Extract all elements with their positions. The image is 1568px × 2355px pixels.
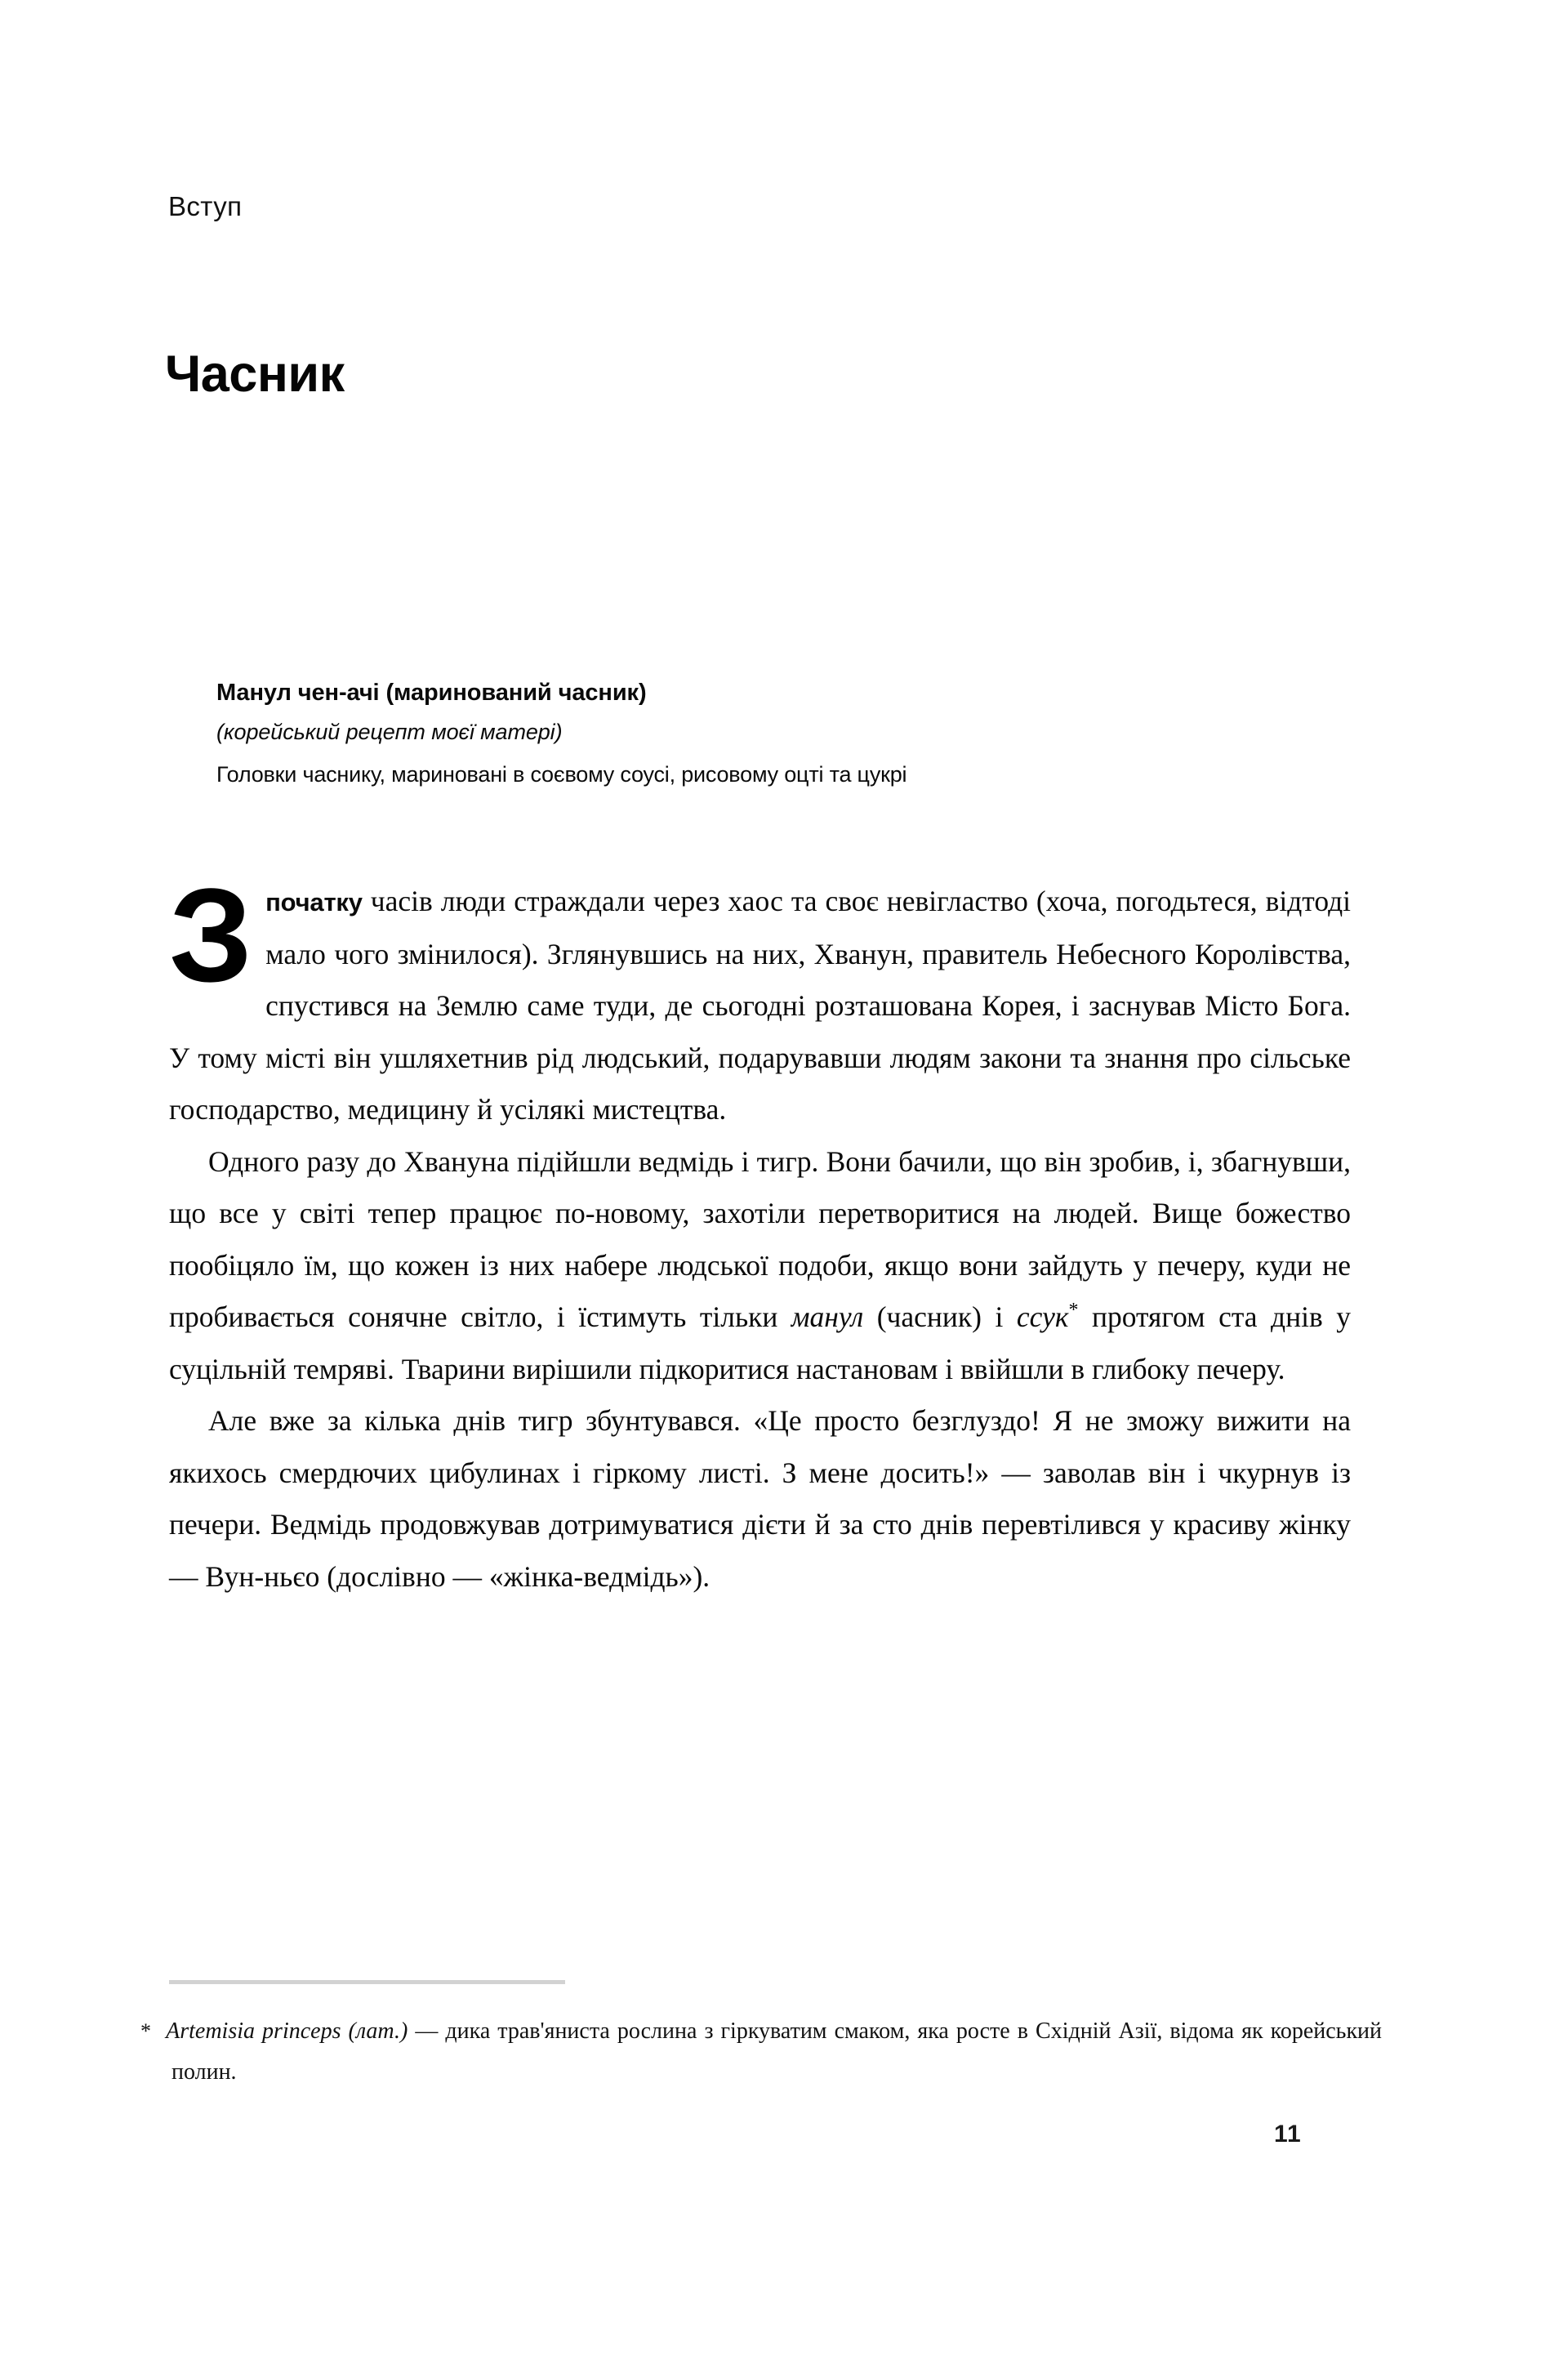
recipe-origin: (корейський рецепт моєї матері) (216, 720, 563, 745)
footnote (140, 2011, 1382, 2093)
body-text-column (169, 860, 1351, 1603)
paragraph-2 (169, 1136, 1351, 1396)
footnote-marker: * (140, 2019, 151, 2043)
recipe-heading-block (216, 678, 1303, 789)
footnote-text: — дика трав'яниста рослина з гіркуватим смаком, яка росте в Східній Азії, відома як корейський полин. (172, 2018, 1383, 2085)
paragraph-2-text-b: (часник) і (863, 1300, 1017, 1333)
paragraph-3-text: Але вже за кілька днів тигр збунтувався. «Це просто безглуздо! Я не зможу вижити на якихось смердючих цибулинах і гіркому листі. З мене досить!» — заволав він і чкурнув із печери. Ведмідь продовжував дотримуватися дієти й за сто днів перевтілився у красиву жінку — Вун-ньєо (дослівно — «жінка-ведмідь»). (169, 1404, 1351, 1593)
footnote-separator-rule (169, 1980, 565, 1984)
footnote-reference-marker[interactable]: * (1068, 1300, 1079, 1322)
recipe-description: Головки часнику, мариновані в соєвому соусі, рисовому оцті та цукрі (216, 762, 907, 787)
paragraph-1-text: часів люди страждали через хаос та своє невігластво (хоча, погодьтеся, відтоді мало чого змінилося). Зглянувшись на них, Хванун, правитель Небесного Королівства, спустився на Землю саме туди, де сьогодні розташована Корея, і заснував Місто Бога. У тому місті він ушляхетнив рід людський, подарувавши людям закони та знання про сільське господарство, медицину й усілякі мистецтва. (169, 885, 1351, 1126)
paragraph-1 (169, 860, 1351, 1136)
chapter-eyebrow: Вступ (168, 191, 243, 221)
paragraph-2-text-a: Одного разу до Хвануна підійшли ведмідь і тигр. Вони бачили, що він зробив, і, збагнувши, що все у світі тепер працює по-новому, захотіли перетворитися на людей. Вище божество пообіцяло їм, що кожен із них набере людської подоби, якщо вони зайдуть у печеру, куди не пробивається сонячне світло, і їстимуть тільки (169, 1144, 1351, 1333)
foreign-term-manul: манул (791, 1300, 864, 1333)
recipe-name: Манул чен-ачі (маринований часник) (216, 680, 647, 706)
drop-cap: З (169, 860, 253, 1010)
page-number: 11 (1274, 2121, 1302, 2148)
page-title: Часник (165, 346, 345, 404)
footnote-language-tag: (лат.) (348, 2018, 408, 2044)
paragraph-lead-in: початку (265, 888, 363, 917)
paragraph-3 (169, 1395, 1351, 1603)
footnote-latin-name: Artemisia princeps (166, 2018, 341, 2044)
foreign-term-ssuk: ссук (1016, 1300, 1069, 1333)
paragraph-2-text-c: протягом ста днів у суцільній темряві. Тварини вирішили підкоритися настановам і ввійшли в глибоку печеру. (169, 1300, 1351, 1385)
